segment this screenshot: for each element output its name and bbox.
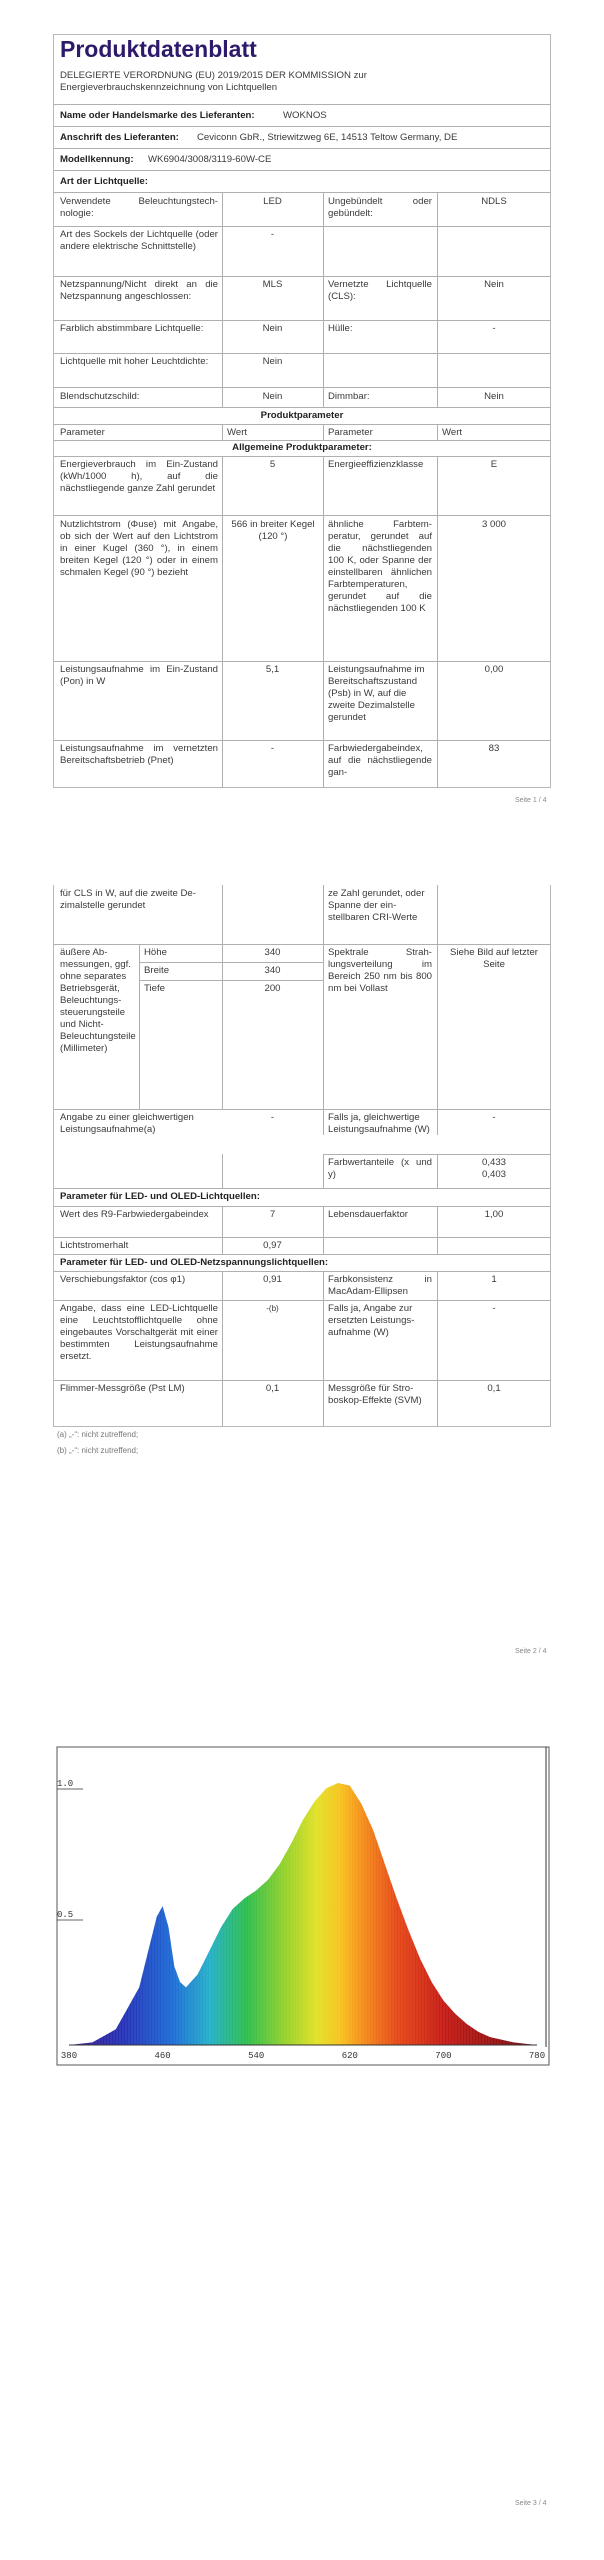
param-row-3-value2: 0,00 <box>484 664 504 675</box>
x-tick-label: 620 <box>341 2051 358 2061</box>
col-value-2: Wert <box>442 427 463 438</box>
param-row-3-label: Leistungsaufnahme im Ein-Zustand (Pon) in W <box>60 664 218 687</box>
type-row-3-value2: Nein <box>484 279 504 290</box>
type-row-1-value2: NDLS <box>481 196 507 207</box>
type-row-3-value: MLS <box>262 279 283 290</box>
footnote-a: (a) „-“: nicht zutreffend; <box>57 1430 139 1439</box>
macadam-value: 1 <box>491 1274 497 1285</box>
cont-right: ze Zahl gerundet, oder Spanne der einstellbaren CRI-Werte <box>328 888 425 923</box>
cos-value: 0,91 <box>263 1274 282 1285</box>
page-number-2: Seite 2 / 4 <box>515 1648 547 1655</box>
param-row-2-label2: ähnliche Farbtemperatur, gerundet auf die nächstliegenden 100 K, oder Spanne der einstellbaren ähnlichen Farbtemperaturen, gerundet auf die nächstliegenden 100 K <box>328 519 432 614</box>
y-tick-label: 1.0 <box>57 1779 74 1789</box>
type-row-4-value2: - <box>492 323 496 334</box>
equiv-r-value: - <box>492 1112 496 1123</box>
dim-height-value: 340 <box>264 947 281 958</box>
type-row-2-label: Art des Sockels der Lichtquelle (oder andere elektrische Schnittstelle) <box>60 229 218 252</box>
supplier-name-value: WOKNOS <box>283 110 327 121</box>
model-value: WK6904/3008/3119-60W-CE <box>148 154 272 165</box>
spectrum-chart <box>55 1745 551 2067</box>
r9-value: 7 <box>269 1209 276 1220</box>
dim-depth-value: 200 <box>264 983 281 994</box>
col-param-1: Parameter <box>60 427 105 438</box>
type-row-6-label: Blendschutzschild: <box>60 391 140 402</box>
page-number-3: Seite 3 / 4 <box>515 2500 547 2507</box>
supplier-address-label: Anschrift des Lieferanten: <box>60 132 179 143</box>
chroma-x: 0,433 <box>481 1157 506 1168</box>
x-tick-label: 380 <box>60 2051 78 2061</box>
cont-left: für CLS in W, auf die zweite Dezimalstelle gerundet <box>60 888 196 911</box>
type-row-1-value: LED <box>263 196 282 207</box>
x-tick-label: 780 <box>528 2051 546 2061</box>
x-tick-label: 700 <box>435 2051 452 2061</box>
flicker-label: Flimmer-Messgröße (Pst LM) <box>60 1383 185 1394</box>
param-row-1-value: 5 <box>269 459 276 470</box>
footnote-b: (b) „-“: nicht zutreffend; <box>57 1446 139 1455</box>
dim-depth-label: Tiefe <box>144 983 165 994</box>
supplier-address-value: Ceviconn GbR., Striewitzweg 6E, 14513 Teltow Germany, DE <box>197 132 458 143</box>
led-heading: Parameter für LED- und OLED-Lichtquellen: <box>60 1191 260 1202</box>
type-row-2-value: - <box>270 229 275 240</box>
param-row-3-value: 5,1 <box>265 664 280 675</box>
cos-label: Verschiebungsfaktor (cos φ1) <box>60 1274 186 1285</box>
equiv-label: Angabe zu einer gleichwertigen Leistungsaufnahme(a) <box>60 1112 194 1135</box>
replace-label: Angabe, dass eine LED-Lichtquelle eine Leuchtstofflichtquelle ohne eingebautes Vorschaltgerät mit einer bestimmten Leistungsaufnahme ersetzt. <box>60 1303 218 1362</box>
dim-width-label: Breite <box>144 965 170 976</box>
mains-heading: Parameter für LED- und OLED-Netzspannungslichtquellen: <box>60 1257 329 1268</box>
strobo-value: 0,1 <box>487 1383 501 1394</box>
type-row-4-label2: Hülle: <box>328 323 353 334</box>
param-row-1-label: Energieverbrauch im Ein-Zustand (kWh/1000 h), auf die nächstliegende ganze Zahl gerundet <box>60 459 218 494</box>
x-tick-label: 540 <box>248 2051 265 2061</box>
param-row-4-label: Leistungsaufnahme im vernetzten Bereitschaftsbetrieb (Pnet) <box>60 743 218 766</box>
dim-width-value: 340 <box>264 965 281 976</box>
param-row-4-value2: 83 <box>488 743 500 754</box>
spectrum-svg <box>55 1745 551 2067</box>
supplier-name-label: Name oder Handelsmarke des Lieferanten: <box>60 110 255 121</box>
r9-label: Wert des R9-Farbwiedergabeindex <box>60 1209 209 1220</box>
replace-r-value: - <box>492 1303 496 1314</box>
strobo-label: Messgröße für Stroboskop-Effekte (SVM) <box>328 1383 422 1406</box>
col-param-2: Parameter <box>328 427 373 438</box>
param-row-4-value: - <box>270 743 275 754</box>
param-row-2-label: Nutzlichtstrom (Φuse) mit Angabe, ob sich der Wert auf den Lichtstrom in einer Kugel (360 °), in einem breiten Kegel (120 °) oder in einem schmalen Kegel (90 °) bezieht <box>60 519 218 578</box>
type-row-6-label2: Dimmbar: <box>328 391 370 402</box>
life-label: Lebensdauerfaktor <box>328 1209 409 1220</box>
general-params-heading: Allgemeine Produktparameter: <box>232 442 372 453</box>
chroma-y: 0,403 <box>481 1169 506 1180</box>
param-row-2-value: 566 in breiter Kegel (120 °) <box>231 519 315 542</box>
regulation-text: DELEGIERTE VERORDNUNG (EU) 2019/2015 DER KOMMISSION zur Energieverbrauchskennzeichnung von Lichtquellen <box>60 70 367 93</box>
chroma-label: Farbwertanteile (x und y) <box>328 1157 432 1180</box>
dim-height-label: Höhe <box>144 947 167 958</box>
param-row-2-value2: 3 000 <box>481 519 506 530</box>
type-row-6-value: Nein <box>262 391 283 402</box>
macadam-label: Farbkonsistenz in MacAdam-Ellipsen <box>328 1274 432 1297</box>
col-value-1: Wert <box>227 427 248 438</box>
param-row-3-label2: Leistungsaufnahme im Bereitschaftszustand (Psb) in W, auf die zweite Dezimalstelle gerundet <box>328 664 425 723</box>
type-row-1-label: Verwendete Beleuchtungstechnologie: <box>60 196 218 219</box>
type-row-4-value: Nein <box>262 323 283 334</box>
equiv-value: - <box>270 1112 275 1123</box>
type-row-4-label: Farblich abstimmbare Lichtquelle: <box>60 323 204 334</box>
param-row-1-value2: E <box>490 459 498 470</box>
spectral-value: Siehe Bild auf letzter Seite <box>450 947 538 970</box>
equiv-r-label: Falls ja, gleichwertige Leistungsaufnahme (W) <box>328 1112 430 1135</box>
param-row-4-label2: Farbwiedergabeindex, auf die nächstliegende gan- <box>328 743 432 778</box>
page-title: Produktdatenblatt <box>60 36 257 62</box>
product-params-heading: Produktparameter <box>260 410 344 421</box>
type-row-6-value2: Nein <box>484 391 504 402</box>
flicker-value: 0,1 <box>265 1383 280 1394</box>
type-row-1-label2: Ungebündelt oder gebündelt: <box>328 196 432 219</box>
type-heading: Art der Lichtquelle: <box>60 176 148 187</box>
maint-value: 0,97 <box>263 1240 282 1251</box>
replace-value: -(b) <box>266 1304 279 1313</box>
life-value: 1,00 <box>484 1209 504 1220</box>
maint-label: Lichtstromerhalt <box>60 1240 129 1251</box>
spectral-label: Spektrale Strahlungsverteilung im Bereich 250 nm bis 800 nm bei Vollast <box>328 947 432 994</box>
y-tick-label: 0.5 <box>57 1910 74 1920</box>
dims-label: äußere Abmessungen, ggf. ohne separates Betriebsgerät, Beleuchtungssteuerungsteile und Nicht-Beleuchtungsteile (Millimeter) <box>60 947 136 1054</box>
type-row-5-value: Nein <box>262 356 283 367</box>
type-row-5-label: Lichtquelle mit hoher Leuchtdichte: <box>60 356 209 367</box>
page-number-1: Seite 1 / 4 <box>515 797 547 804</box>
type-row-3-label2: Vernetzte Lichtquelle (CLS): <box>328 279 432 302</box>
param-row-1-label2: Energieeffizienzklasse <box>328 459 424 470</box>
x-tick-label: 460 <box>154 2051 171 2061</box>
replace-r-label: Falls ja, Angabe zur ersetzten Leistungsaufnahme (W) <box>328 1303 415 1338</box>
model-label: Modellkennung: <box>60 154 134 165</box>
type-row-3-label: Netzspannung/Nicht direkt an die Netzspannung angeschlossen: <box>60 279 218 302</box>
